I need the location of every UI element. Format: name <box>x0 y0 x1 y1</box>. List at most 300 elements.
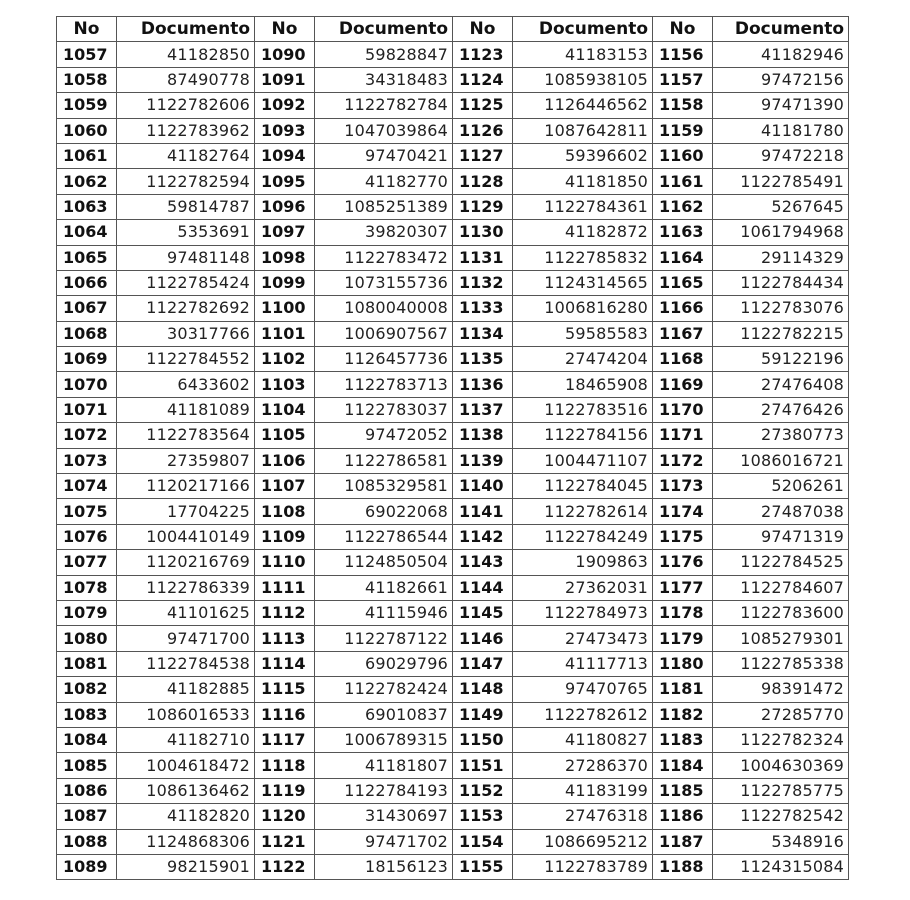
table-row <box>57 347 849 372</box>
row-number-cell: 1130 <box>453 220 513 245</box>
documento-cell: 29114329 <box>713 245 849 270</box>
documento-cell: 41181850 <box>513 169 653 194</box>
row-number-cell: 1172 <box>653 448 713 473</box>
documento-cell: 1122785775 <box>713 778 849 803</box>
row-number-cell: 1123 <box>453 42 513 67</box>
documento-cell: 1122785832 <box>513 245 653 270</box>
row-number-cell: 1088 <box>57 829 117 854</box>
documento-cell: 1122783713 <box>315 372 453 397</box>
row-number-cell: 1067 <box>57 296 117 321</box>
row-number-cell: 1143 <box>453 550 513 575</box>
documento-cell: 1122786581 <box>315 448 453 473</box>
documento-cell: 41182850 <box>117 42 255 67</box>
documento-cell: 18156123 <box>315 854 453 879</box>
documento-cell: 1122782594 <box>117 169 255 194</box>
table-row <box>57 702 849 727</box>
row-number-cell: 1079 <box>57 600 117 625</box>
documento-cell: 1122782612 <box>513 702 653 727</box>
documento-cell: 1086016533 <box>117 702 255 727</box>
header-no: No <box>255 17 315 42</box>
row-number-cell: 1135 <box>453 347 513 372</box>
row-number-cell: 1119 <box>255 778 315 803</box>
row-number-cell: 1110 <box>255 550 315 575</box>
documento-cell: 27487038 <box>713 499 849 524</box>
row-number-cell: 1184 <box>653 753 713 778</box>
row-number-cell: 1178 <box>653 600 713 625</box>
row-number-cell: 1096 <box>255 194 315 219</box>
row-number-cell: 1147 <box>453 651 513 676</box>
table-row <box>57 727 849 752</box>
row-number-cell: 1139 <box>453 448 513 473</box>
header-documento: Documento <box>117 17 255 42</box>
row-number-cell: 1126 <box>453 118 513 143</box>
documento-cell: 1122784973 <box>513 600 653 625</box>
row-number-cell: 1182 <box>653 702 713 727</box>
documento-cell: 1120216769 <box>117 550 255 575</box>
documento-cell: 97471390 <box>713 93 849 118</box>
row-number-cell: 1098 <box>255 245 315 270</box>
table-row <box>57 804 849 829</box>
documento-cell: 1120217166 <box>117 474 255 499</box>
header-documento: Documento <box>713 17 849 42</box>
documento-cell: 41182764 <box>117 143 255 168</box>
documento-cell: 1122782692 <box>117 296 255 321</box>
row-number-cell: 1167 <box>653 321 713 346</box>
row-number-cell: 1084 <box>57 727 117 752</box>
row-number-cell: 1076 <box>57 524 117 549</box>
row-number-cell: 1100 <box>255 296 315 321</box>
documento-cell: 97472218 <box>713 143 849 168</box>
row-number-cell: 1122 <box>255 854 315 879</box>
row-number-cell: 1131 <box>453 245 513 270</box>
row-number-cell: 1154 <box>453 829 513 854</box>
documento-cell: 1004410149 <box>117 524 255 549</box>
documento-cell: 41115946 <box>315 600 453 625</box>
documento-cell: 1080040008 <box>315 296 453 321</box>
table-row <box>57 93 849 118</box>
table-row <box>57 423 849 448</box>
table-row <box>57 42 849 67</box>
row-number-cell: 1065 <box>57 245 117 270</box>
row-number-cell: 1144 <box>453 575 513 600</box>
documento-cell: 41182661 <box>315 575 453 600</box>
table-row <box>57 550 849 575</box>
table-body <box>57 42 849 880</box>
documento-cell: 41182946 <box>713 42 849 67</box>
documento-cell: 27476408 <box>713 372 849 397</box>
row-number-cell: 1161 <box>653 169 713 194</box>
table-row <box>57 372 849 397</box>
documento-cell: 1124314565 <box>513 270 653 295</box>
table-row <box>57 626 849 651</box>
documento-cell: 1086136462 <box>117 778 255 803</box>
row-number-cell: 1068 <box>57 321 117 346</box>
documento-cell: 1122783600 <box>713 600 849 625</box>
row-number-cell: 1075 <box>57 499 117 524</box>
row-number-cell: 1069 <box>57 347 117 372</box>
table-row <box>57 448 849 473</box>
row-number-cell: 1187 <box>653 829 713 854</box>
table-row <box>57 499 849 524</box>
documento-cell: 1087642811 <box>513 118 653 143</box>
row-number-cell: 1095 <box>255 169 315 194</box>
header-no: No <box>453 17 513 42</box>
row-number-cell: 1142 <box>453 524 513 549</box>
table-row <box>57 67 849 92</box>
row-number-cell: 1063 <box>57 194 117 219</box>
documento-cell: 1122783472 <box>315 245 453 270</box>
documento-cell: 27362031 <box>513 575 653 600</box>
documento-cell: 59828847 <box>315 42 453 67</box>
row-number-cell: 1124 <box>453 67 513 92</box>
documento-cell: 30317766 <box>117 321 255 346</box>
row-number-cell: 1060 <box>57 118 117 143</box>
row-number-cell: 1087 <box>57 804 117 829</box>
row-number-cell: 1089 <box>57 854 117 879</box>
documento-cell: 1124850504 <box>315 550 453 575</box>
documento-cell: 59585583 <box>513 321 653 346</box>
row-number-cell: 1186 <box>653 804 713 829</box>
documento-cell: 1122787122 <box>315 626 453 651</box>
documento-cell: 5206261 <box>713 474 849 499</box>
documento-cell: 1122783962 <box>117 118 255 143</box>
table-row <box>57 651 849 676</box>
documento-cell: 1085329581 <box>315 474 453 499</box>
documento-cell: 1004630369 <box>713 753 849 778</box>
table-row <box>57 677 849 702</box>
row-number-cell: 1160 <box>653 143 713 168</box>
documento-cell: 41182770 <box>315 169 453 194</box>
row-number-cell: 1093 <box>255 118 315 143</box>
row-number-cell: 1171 <box>653 423 713 448</box>
row-number-cell: 1125 <box>453 93 513 118</box>
documento-cell: 5348916 <box>713 829 849 854</box>
documento-cell: 1122782606 <box>117 93 255 118</box>
table-row <box>57 397 849 422</box>
documento-cell: 87490778 <box>117 67 255 92</box>
row-number-cell: 1169 <box>653 372 713 397</box>
documento-cell: 1122783789 <box>513 854 653 879</box>
row-number-cell: 1141 <box>453 499 513 524</box>
documento-cell: 1122782424 <box>315 677 453 702</box>
documento-cell: 1124868306 <box>117 829 255 854</box>
row-number-cell: 1111 <box>255 575 315 600</box>
documento-cell: 1122784434 <box>713 270 849 295</box>
documento-cell: 1122782614 <box>513 499 653 524</box>
row-number-cell: 1127 <box>453 143 513 168</box>
documento-cell: 5353691 <box>117 220 255 245</box>
row-number-cell: 1082 <box>57 677 117 702</box>
row-number-cell: 1109 <box>255 524 315 549</box>
documento-cell: 31430697 <box>315 804 453 829</box>
row-number-cell: 1090 <box>255 42 315 67</box>
documento-cell: 69022068 <box>315 499 453 524</box>
table-row <box>57 220 849 245</box>
row-number-cell: 1173 <box>653 474 713 499</box>
documento-cell: 1006907567 <box>315 321 453 346</box>
row-number-cell: 1151 <box>453 753 513 778</box>
documento-cell: 1122784552 <box>117 347 255 372</box>
documento-cell: 27476426 <box>713 397 849 422</box>
documento-cell: 41182872 <box>513 220 653 245</box>
documento-cell: 59814787 <box>117 194 255 219</box>
row-number-cell: 1155 <box>453 854 513 879</box>
table-row <box>57 829 849 854</box>
row-number-cell: 1066 <box>57 270 117 295</box>
documento-cell: 1126457736 <box>315 347 453 372</box>
header-no: No <box>653 17 713 42</box>
header-documento: Documento <box>513 17 653 42</box>
row-number-cell: 1061 <box>57 143 117 168</box>
row-number-cell: 1137 <box>453 397 513 422</box>
documento-cell: 1086695212 <box>513 829 653 854</box>
header-documento: Documento <box>315 17 453 42</box>
header-row <box>57 17 849 42</box>
documento-cell: 1122782542 <box>713 804 849 829</box>
documento-cell: 1122783564 <box>117 423 255 448</box>
documento-cell: 1073155736 <box>315 270 453 295</box>
row-number-cell: 1132 <box>453 270 513 295</box>
documento-cell: 41180827 <box>513 727 653 752</box>
row-number-cell: 1166 <box>653 296 713 321</box>
row-number-cell: 1081 <box>57 651 117 676</box>
documento-cell: 27359807 <box>117 448 255 473</box>
row-number-cell: 1116 <box>255 702 315 727</box>
documento-cell: 69029796 <box>315 651 453 676</box>
documento-cell: 41101625 <box>117 600 255 625</box>
documento-cell: 1086016721 <box>713 448 849 473</box>
row-number-cell: 1117 <box>255 727 315 752</box>
row-number-cell: 1128 <box>453 169 513 194</box>
documento-cell: 6433602 <box>117 372 255 397</box>
documento-cell: 1122782215 <box>713 321 849 346</box>
documento-cell: 41183153 <box>513 42 653 67</box>
row-number-cell: 1134 <box>453 321 513 346</box>
row-number-cell: 1136 <box>453 372 513 397</box>
row-number-cell: 1165 <box>653 270 713 295</box>
documento-cell: 1122786544 <box>315 524 453 549</box>
row-number-cell: 1103 <box>255 372 315 397</box>
row-number-cell: 1091 <box>255 67 315 92</box>
row-number-cell: 1062 <box>57 169 117 194</box>
table-row <box>57 474 849 499</box>
row-number-cell: 1106 <box>255 448 315 473</box>
documento-cell: 97470765 <box>513 677 653 702</box>
row-number-cell: 1185 <box>653 778 713 803</box>
row-number-cell: 1102 <box>255 347 315 372</box>
table-row <box>57 753 849 778</box>
row-number-cell: 1057 <box>57 42 117 67</box>
table-row <box>57 118 849 143</box>
records-table <box>56 16 849 880</box>
row-number-cell: 1113 <box>255 626 315 651</box>
documento-cell: 1085251389 <box>315 194 453 219</box>
row-number-cell: 1149 <box>453 702 513 727</box>
documento-cell: 1122785424 <box>117 270 255 295</box>
row-number-cell: 1097 <box>255 220 315 245</box>
row-number-cell: 1070 <box>57 372 117 397</box>
documento-cell: 98391472 <box>713 677 849 702</box>
documento-cell: 41181807 <box>315 753 453 778</box>
documento-cell: 41182710 <box>117 727 255 752</box>
table-row <box>57 778 849 803</box>
row-number-cell: 1170 <box>653 397 713 422</box>
documento-cell: 27380773 <box>713 423 849 448</box>
documento-cell: 1122785338 <box>713 651 849 676</box>
table-row <box>57 194 849 219</box>
table-row <box>57 524 849 549</box>
row-number-cell: 1177 <box>653 575 713 600</box>
documento-cell: 1122784193 <box>315 778 453 803</box>
row-number-cell: 1083 <box>57 702 117 727</box>
documento-cell: 1122784045 <box>513 474 653 499</box>
documento-cell: 41182885 <box>117 677 255 702</box>
row-number-cell: 1112 <box>255 600 315 625</box>
documento-cell: 1122785491 <box>713 169 849 194</box>
documento-cell: 41181780 <box>713 118 849 143</box>
documento-cell: 1122782784 <box>315 93 453 118</box>
table-row <box>57 270 849 295</box>
documento-cell: 97472156 <box>713 67 849 92</box>
row-number-cell: 1148 <box>453 677 513 702</box>
row-number-cell: 1176 <box>653 550 713 575</box>
documento-cell: 1122786339 <box>117 575 255 600</box>
row-number-cell: 1118 <box>255 753 315 778</box>
row-number-cell: 1181 <box>653 677 713 702</box>
table-row <box>57 854 849 879</box>
documento-cell: 1122782324 <box>713 727 849 752</box>
documento-cell: 1085279301 <box>713 626 849 651</box>
documento-cell: 1122783076 <box>713 296 849 321</box>
documento-cell: 1122784538 <box>117 651 255 676</box>
row-number-cell: 1157 <box>653 67 713 92</box>
row-number-cell: 1072 <box>57 423 117 448</box>
row-number-cell: 1188 <box>653 854 713 879</box>
row-number-cell: 1179 <box>653 626 713 651</box>
row-number-cell: 1058 <box>57 67 117 92</box>
documento-cell: 1909863 <box>513 550 653 575</box>
documento-cell: 1122784156 <box>513 423 653 448</box>
documento-cell: 41182820 <box>117 804 255 829</box>
documento-cell: 1122784525 <box>713 550 849 575</box>
documento-cell: 97472052 <box>315 423 453 448</box>
row-number-cell: 1145 <box>453 600 513 625</box>
table-row <box>57 321 849 346</box>
row-number-cell: 1077 <box>57 550 117 575</box>
documento-cell: 1047039864 <box>315 118 453 143</box>
table-row <box>57 296 849 321</box>
documento-cell: 5267645 <box>713 194 849 219</box>
row-number-cell: 1115 <box>255 677 315 702</box>
row-number-cell: 1064 <box>57 220 117 245</box>
table-row <box>57 143 849 168</box>
documento-cell: 34318483 <box>315 67 453 92</box>
table-row <box>57 245 849 270</box>
row-number-cell: 1146 <box>453 626 513 651</box>
row-number-cell: 1180 <box>653 651 713 676</box>
row-number-cell: 1153 <box>453 804 513 829</box>
row-number-cell: 1085 <box>57 753 117 778</box>
documento-cell: 69010837 <box>315 702 453 727</box>
documento-cell: 1004471107 <box>513 448 653 473</box>
documento-cell: 27285770 <box>713 702 849 727</box>
row-number-cell: 1158 <box>653 93 713 118</box>
documento-cell: 1006816280 <box>513 296 653 321</box>
documento-cell: 1061794968 <box>713 220 849 245</box>
documento-cell: 1122783037 <box>315 397 453 422</box>
documento-cell: 97471702 <box>315 829 453 854</box>
row-number-cell: 1152 <box>453 778 513 803</box>
documento-cell: 17704225 <box>117 499 255 524</box>
documento-cell: 27286370 <box>513 753 653 778</box>
row-number-cell: 1138 <box>453 423 513 448</box>
table-row <box>57 575 849 600</box>
row-number-cell: 1073 <box>57 448 117 473</box>
row-number-cell: 1129 <box>453 194 513 219</box>
row-number-cell: 1107 <box>255 474 315 499</box>
row-number-cell: 1092 <box>255 93 315 118</box>
row-number-cell: 1159 <box>653 118 713 143</box>
documento-cell: 41183199 <box>513 778 653 803</box>
row-number-cell: 1140 <box>453 474 513 499</box>
documento-cell: 1122784607 <box>713 575 849 600</box>
documento-cell: 27476318 <box>513 804 653 829</box>
row-number-cell: 1071 <box>57 397 117 422</box>
row-number-cell: 1174 <box>653 499 713 524</box>
table-row <box>57 169 849 194</box>
table-row <box>57 600 849 625</box>
row-number-cell: 1114 <box>255 651 315 676</box>
row-number-cell: 1121 <box>255 829 315 854</box>
documento-cell: 1124315084 <box>713 854 849 879</box>
documento-cell: 1122783516 <box>513 397 653 422</box>
documento-cell: 1122784361 <box>513 194 653 219</box>
row-number-cell: 1175 <box>653 524 713 549</box>
row-number-cell: 1074 <box>57 474 117 499</box>
documento-cell: 1122784249 <box>513 524 653 549</box>
row-number-cell: 1094 <box>255 143 315 168</box>
documento-cell: 97470421 <box>315 143 453 168</box>
row-number-cell: 1164 <box>653 245 713 270</box>
row-number-cell: 1108 <box>255 499 315 524</box>
documento-cell: 98215901 <box>117 854 255 879</box>
documento-cell: 39820307 <box>315 220 453 245</box>
row-number-cell: 1086 <box>57 778 117 803</box>
row-number-cell: 1183 <box>653 727 713 752</box>
row-number-cell: 1120 <box>255 804 315 829</box>
row-number-cell: 1150 <box>453 727 513 752</box>
documento-cell: 1085938105 <box>513 67 653 92</box>
header-no: No <box>57 17 117 42</box>
row-number-cell: 1168 <box>653 347 713 372</box>
documento-cell: 97471319 <box>713 524 849 549</box>
documento-cell: 59122196 <box>713 347 849 372</box>
documento-cell: 97471700 <box>117 626 255 651</box>
row-number-cell: 1162 <box>653 194 713 219</box>
documento-cell: 97481148 <box>117 245 255 270</box>
row-number-cell: 1133 <box>453 296 513 321</box>
documento-cell: 1126446562 <box>513 93 653 118</box>
row-number-cell: 1104 <box>255 397 315 422</box>
row-number-cell: 1059 <box>57 93 117 118</box>
documento-cell: 1006789315 <box>315 727 453 752</box>
row-number-cell: 1101 <box>255 321 315 346</box>
documento-cell: 18465908 <box>513 372 653 397</box>
row-number-cell: 1105 <box>255 423 315 448</box>
row-number-cell: 1099 <box>255 270 315 295</box>
row-number-cell: 1078 <box>57 575 117 600</box>
documento-cell: 59396602 <box>513 143 653 168</box>
